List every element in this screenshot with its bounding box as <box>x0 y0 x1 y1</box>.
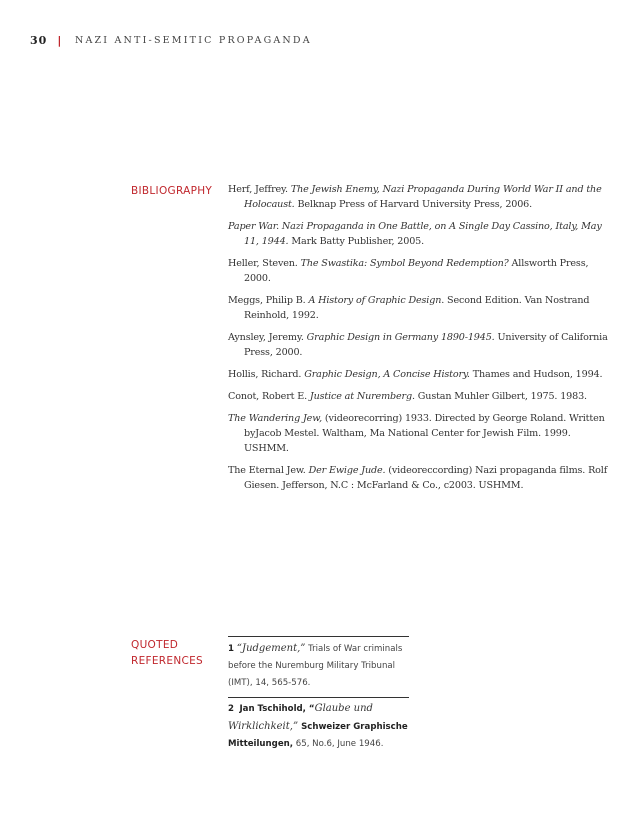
footnote-title: Glaube und Wirklichkeit,” <box>228 703 373 732</box>
entry-author: Aynsley, Jeremy. <box>228 332 307 343</box>
entry-publication: . Second Edition. Van Nostrand Reinhold, 1992. <box>244 295 590 321</box>
bibliography-entry <box>228 367 608 382</box>
footnote-2 <box>228 700 418 753</box>
quoted-label-line2: REFERENCES <box>131 655 204 667</box>
bibliography-entry <box>228 182 608 212</box>
footnote-title: “Judgement,” <box>236 643 306 654</box>
bibliography-entry <box>228 256 608 286</box>
bibliography-entry <box>228 219 608 249</box>
entry-publication: Gustan Muhler Gilbert, 1975. 1983. <box>414 391 587 402</box>
running-title: NAZI ANTI-SEMITIC PROPAGANDA <box>74 35 312 46</box>
entry-author: Heller, Steven. <box>228 258 301 269</box>
entry-title: Graphic Design, A Concise History. <box>304 369 470 380</box>
entry-author: Conot, Robert E. <box>228 391 310 402</box>
running-header <box>30 34 312 47</box>
entry-title: The Jewish Enemy, Nazi Propaganda During World War II and the Holocaust. <box>244 184 602 210</box>
footnote-rule <box>228 697 409 698</box>
bibliography-list <box>228 182 608 500</box>
bibliography-entry <box>228 330 608 360</box>
footnote-text: 65, No.6, June 1946. <box>293 739 384 749</box>
entry-author: Meggs, Philip B. <box>228 295 309 306</box>
entry-title: The Wandering Jew, <box>228 413 323 424</box>
entry-title: Der Ewige Jude. <box>308 465 386 476</box>
entry-author: The Eternal Jew. <box>228 465 309 476</box>
footnote-number: 1 <box>228 644 234 654</box>
entry-publication: Thames and Hudson, 1994. <box>469 369 603 380</box>
footnote-text: Trials of War criminals before the Nuremburg Military Tribunal (IMT), 14, 565-576. <box>228 644 403 688</box>
entry-publication: (videoreccording) Nazi propaganda films. Rolf Giesen. Jefferson, N.C : McFarland & Co., c2003. USHMM. <box>244 465 608 491</box>
entry-title: Justice at Nuremberg. <box>309 391 415 402</box>
footnote-journal: Schweizer Graphische Mitteilungen, <box>228 722 408 749</box>
footnote-author: Jan Tschihold, “ <box>239 704 315 714</box>
entry-author: Hollis, Richard. <box>228 369 305 380</box>
entry-publication: University of California Press, 2000. <box>244 332 608 358</box>
entry-author: Herf, Jeffrey. <box>228 184 291 195</box>
footnote-number: 2 <box>228 704 234 714</box>
entry-title: Graphic Design in Germany 1890-1945. <box>306 332 495 343</box>
entry-publication: Allsworth Press, 2000. <box>244 258 589 284</box>
footnote-1 <box>228 640 418 692</box>
bibliography-label: BIBLIOGRAPHY <box>131 185 213 197</box>
page-number: 30 <box>30 34 48 47</box>
bibliography-entry <box>228 389 608 404</box>
entry-publication: Belknap Press of Harvard University Press, 2006. <box>294 199 533 210</box>
quoted-label-line1: QUOTED <box>131 639 179 651</box>
header-separator: | <box>57 34 63 47</box>
entry-publication: (videorecorring) 1933. Directed by George Roland. Written byJacob Mestel. Waltham, Ma National Center for Jewish Film. 1999. USHMM. <box>244 413 605 454</box>
bibliography-entry <box>228 411 608 456</box>
footnote-rule <box>228 636 409 637</box>
bibliography-entry <box>228 293 608 323</box>
entry-publication: Mark Batty Publisher, 2005. <box>288 236 425 247</box>
entry-title: The Swastika: Symbol Beyond Redemption? <box>300 258 509 269</box>
entry-title: A History of Graphic Design <box>308 295 442 306</box>
bibliography-entry <box>228 463 608 493</box>
quoted-references-label <box>131 637 221 669</box>
entry-title: Paper War. Nazi Propaganda in One Battle, on A Single Day Cassino, Italy, May 11, 1944. <box>228 221 602 247</box>
